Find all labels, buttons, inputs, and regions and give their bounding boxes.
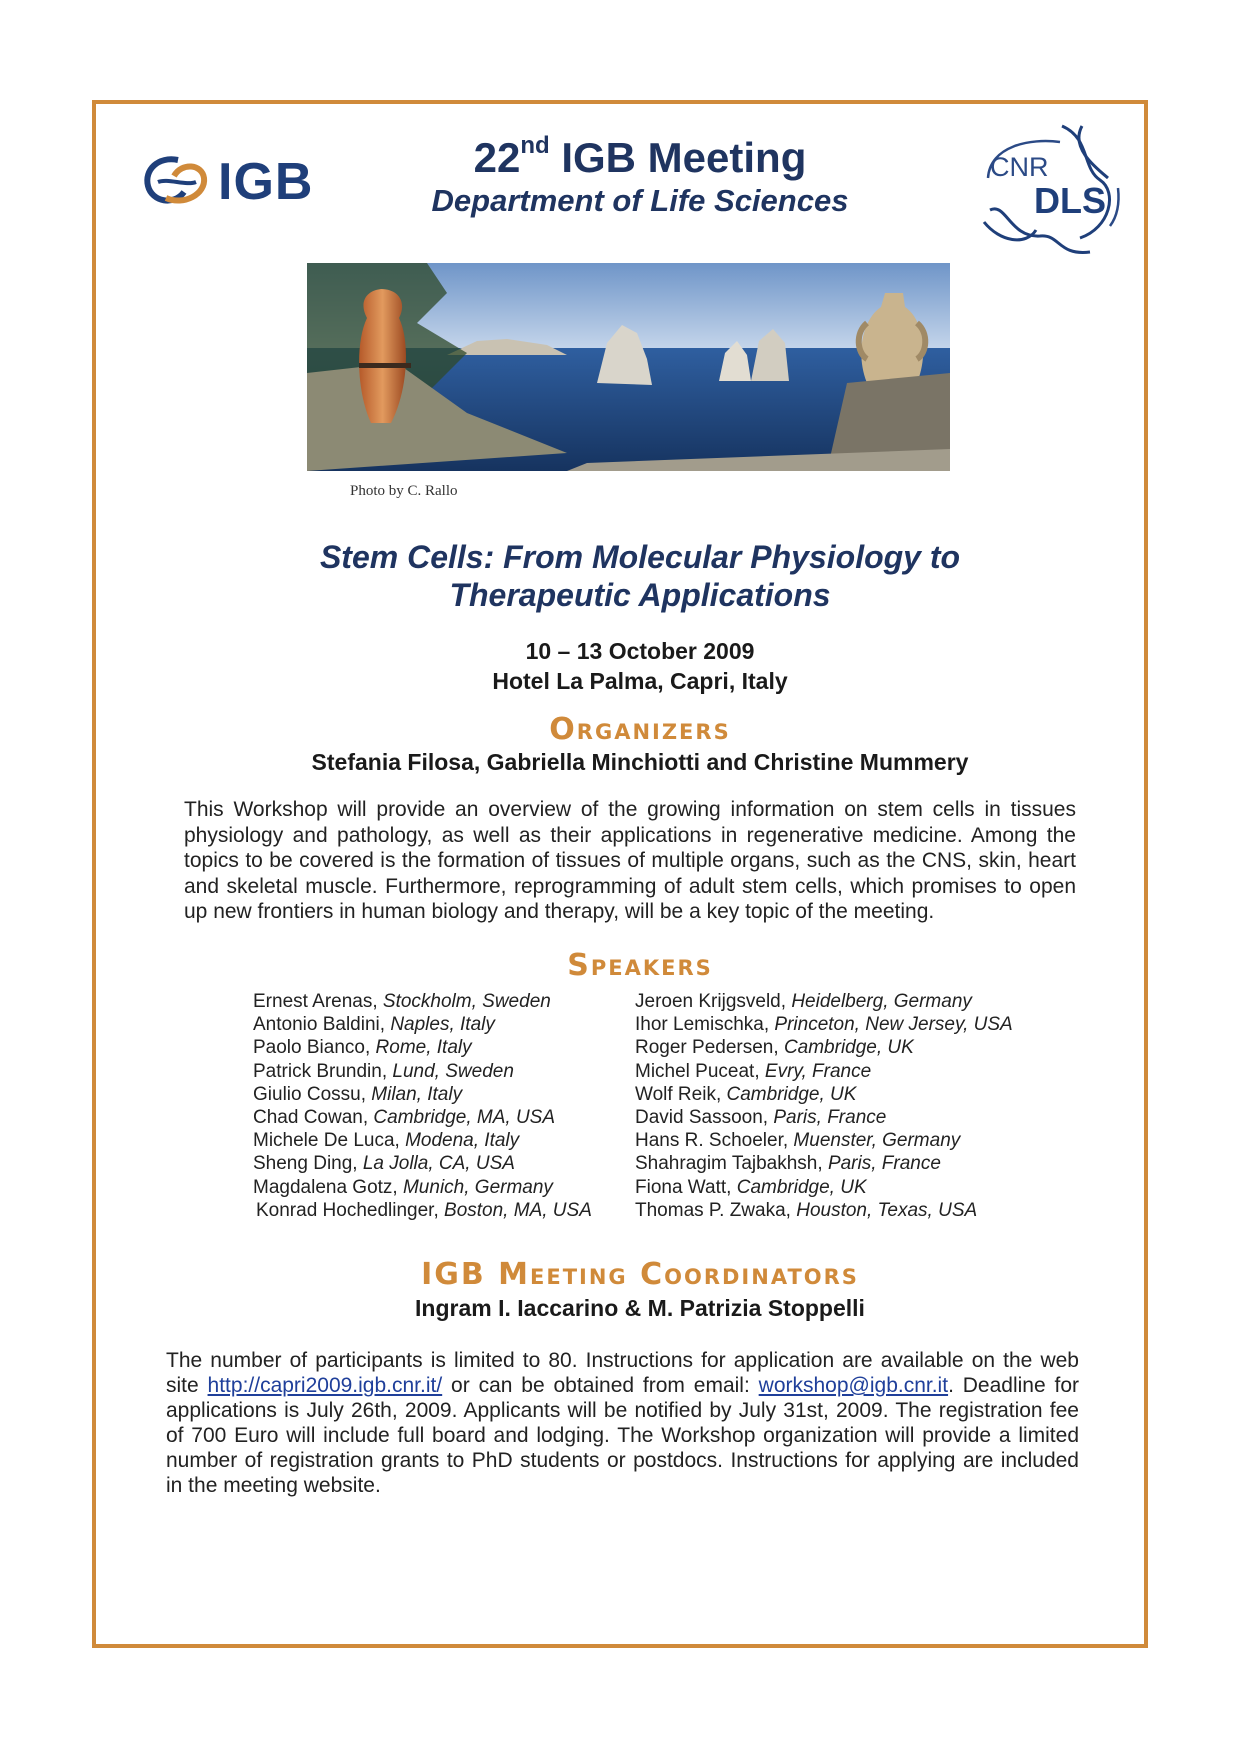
speaker-name: Ernest Arenas, — [253, 991, 378, 1012]
speaker-name: Konrad Hochedlinger, — [256, 1199, 439, 1221]
speaker-name: David Sassoon, — [635, 1107, 769, 1129]
speaker-name: Michel Puceat, — [635, 1060, 760, 1082]
speaker-entry — [253, 1083, 592, 1106]
speaker-name: Michele De Luca, — [253, 1130, 400, 1152]
speaker-place: Naples, Italy — [390, 1014, 495, 1036]
workshop-description: This Workshop will provide an overview of the growing information on stem cells in tissues physiology and pathology, as well as their applications in regenerative medicine. Among the topics to be covered is the formation of tissues of multiple organs, such as the CNS, skin, heart and skeletal muscle. Furthermore, reprogramming of adult stem cells, which promises to open up new frontiers in human biology and therapy, will be a key topic of the meeting. — [184, 798, 1076, 923]
organizers-heading: Organizers — [549, 712, 731, 747]
speaker-name: Magdalena Gotz, — [253, 1176, 398, 1198]
speaker-name: Thomas P. Zwaka, — [635, 1199, 791, 1221]
organizers-names: Stefania Filosa, Gabriella Minchiotti and Christine Mummery — [311, 749, 969, 775]
coordinators-names: Ingram I. Iaccarino & M. Patrizia Stoppelli — [415, 1295, 865, 1321]
speaker-name: Giulio Cossu, — [253, 1083, 366, 1105]
speaker-place: Lund, Sweden — [392, 1060, 514, 1082]
speaker-entry — [635, 1083, 1013, 1106]
speaker-place: Milan, Italy — [371, 1083, 463, 1105]
cnr-logo-text: CNR — [990, 152, 1049, 182]
photo-credit: Photo by C. Rallo — [350, 483, 458, 499]
application-info — [166, 1348, 1079, 1498]
workshop-dates: 10 – 13 October 2009 — [525, 638, 755, 664]
speaker-place: Stockholm, Sweden — [382, 991, 551, 1012]
speaker-place: Cambridge, UK — [726, 1083, 857, 1105]
workshop-title-line2: Therapeutic Applications — [449, 577, 831, 613]
speaker-entry — [253, 1199, 592, 1222]
workshop-title-line1: Stem Cells: From Molecular Physiology to — [319, 539, 961, 575]
speaker-entry — [635, 1152, 1013, 1175]
speaker-place: Princeton, New Jersey, USA — [774, 1014, 1013, 1036]
speaker-entry — [635, 1106, 1013, 1129]
capri-faraglioni-image — [307, 263, 950, 471]
website-link[interactable]: http://capri2009.igb.cnr.it/ — [207, 1374, 443, 1397]
email-link[interactable]: workshop@igb.cnr.it — [758, 1374, 949, 1397]
speaker-place: Heidelberg, Germany — [791, 991, 972, 1012]
speaker-entry — [253, 1152, 592, 1175]
meeting-suffix: nd — [520, 132, 550, 159]
speaker-name: Chad Cowan, — [253, 1107, 369, 1129]
speaker-name: Ihor Lemischka, — [635, 1014, 770, 1036]
speaker-name: Patrick Brundin, — [253, 1060, 388, 1082]
speakers-right-column — [635, 990, 1013, 1222]
dls-logo-text: DLS — [1034, 180, 1106, 221]
speaker-place: Houston, Texas, USA — [796, 1199, 978, 1221]
application-text-1: The number of participants is limited to 80. Instructions for application are available on the web site — [166, 1349, 1079, 1397]
meeting-number: 22 — [473, 134, 521, 181]
application-text-3: . Deadline for applications is July 26th, 2009. Applicants will be notified by July 31st, 2009. The registration fee of 700 Euro will include full board and lodging. The Workshop organization will provide a limited number of registration grants to PhD students or postdocs. Instructions for applying are included in the meeting website. — [166, 1374, 1080, 1497]
speaker-entry — [635, 990, 1013, 1013]
speaker-entry — [635, 1129, 1013, 1152]
speaker-name: Antonio Baldini, — [253, 1014, 386, 1036]
igb-logo — [138, 148, 358, 218]
speaker-entry — [253, 1013, 592, 1036]
speaker-place: Muenster, Germany — [793, 1130, 961, 1152]
coordinators-heading: IGB Meeting Coordinators — [421, 1257, 859, 1292]
speaker-entry — [253, 1036, 592, 1059]
speaker-entry — [253, 1176, 592, 1199]
speaker-place: La Jolla, CA, USA — [362, 1153, 515, 1175]
speaker-name: Jeroen Krijgsveld, — [635, 991, 787, 1012]
speaker-place: Cambridge, UK — [736, 1176, 867, 1198]
speaker-entry — [253, 1106, 592, 1129]
speaker-name: Paolo Bianco, — [253, 1037, 371, 1059]
igb-logo-text: IGB — [218, 153, 314, 211]
speakers-left-column — [253, 990, 592, 1222]
speaker-entry — [635, 1060, 1013, 1083]
speaker-place: Evry, France — [764, 1060, 872, 1082]
speaker-entry — [635, 1176, 1013, 1199]
speaker-name: Roger Pedersen, — [635, 1037, 779, 1059]
speaker-name: Wolf Reik, — [635, 1083, 722, 1105]
speaker-name: Shahragim Tajbakhsh, — [635, 1153, 823, 1175]
speaker-place: Cambridge, MA, USA — [373, 1107, 556, 1129]
workshop-title — [150, 538, 1130, 614]
workshop-venue: Hotel La Palma, Capri, Italy — [492, 668, 788, 694]
speaker-entry — [635, 1013, 1013, 1036]
speaker-entry — [635, 1036, 1013, 1059]
speaker-name: Fiona Watt, — [635, 1176, 732, 1198]
speaker-place: Rome, Italy — [375, 1037, 472, 1059]
speaker-place: Cambridge, UK — [783, 1037, 914, 1059]
meeting-title — [380, 134, 900, 182]
speaker-name: Hans R. Schoeler, — [635, 1130, 789, 1152]
speaker-place: Paris, France — [827, 1153, 941, 1175]
capri-photo — [307, 263, 950, 471]
meeting-name: IGB Meeting — [561, 134, 807, 181]
speaker-place: Munich, Germany — [402, 1176, 553, 1198]
application-text-2: or can be obtained from email: — [442, 1374, 759, 1397]
speaker-entry — [253, 1129, 592, 1152]
department-title: Department of Life Sciences — [431, 183, 849, 218]
speaker-place: Boston, MA, USA — [444, 1199, 592, 1221]
speaker-place: Paris, France — [773, 1107, 887, 1129]
speaker-entry — [253, 1060, 592, 1083]
speaker-entry — [635, 1199, 1013, 1222]
speaker-place: Modena, Italy — [405, 1130, 520, 1152]
speakers-heading: Speakers — [567, 948, 713, 983]
speaker-entry — [253, 990, 592, 1013]
speaker-name: Sheng Ding, — [253, 1153, 358, 1175]
igb-swirl-icon — [138, 148, 218, 218]
cnr-dls-logo — [970, 118, 1130, 258]
workshop-dates-venue — [150, 636, 1130, 696]
